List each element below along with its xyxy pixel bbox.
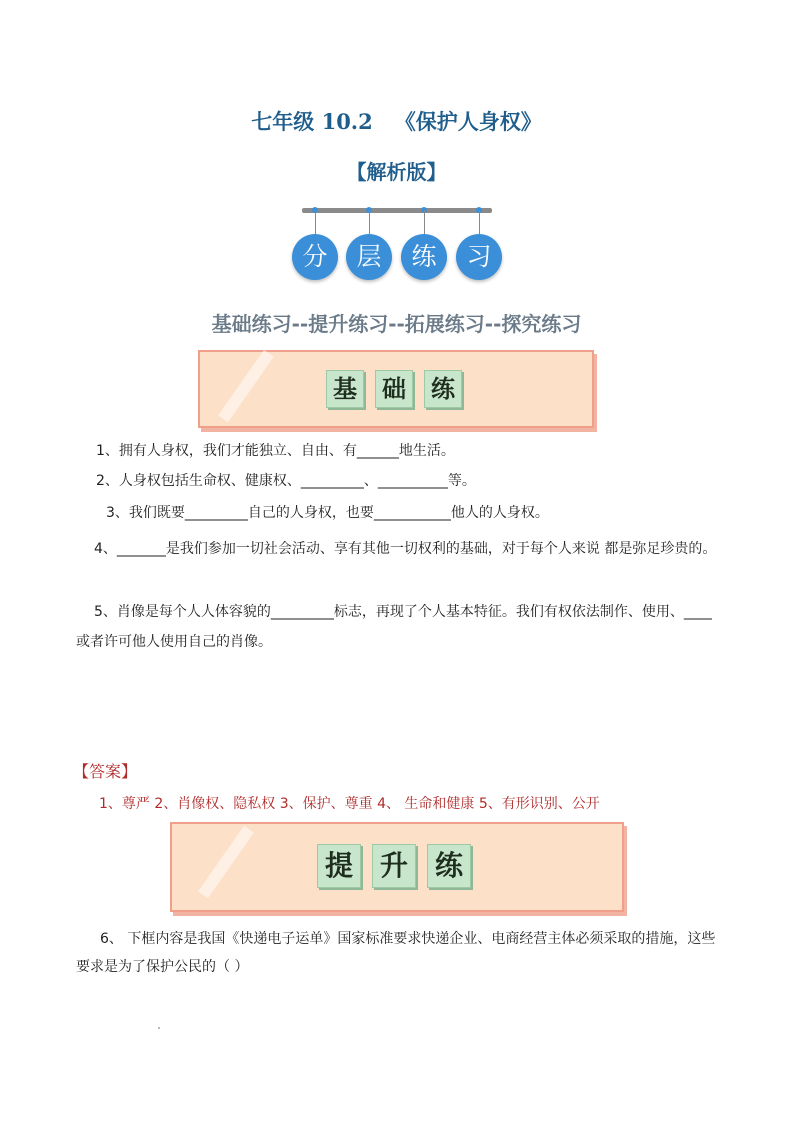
circle-char-xi: 习	[456, 234, 502, 280]
stray-mark	[158, 1027, 160, 1029]
banner-char: 础	[375, 370, 413, 408]
page-title	[0, 106, 793, 136]
answer-line: 1、尊严 2、肖像权、隐私权 3、保护、尊重 4、 生命和健康 5、有形识别、公开	[99, 796, 600, 812]
answer-heading: 【答案】	[73, 762, 138, 781]
hanging-string	[479, 210, 480, 234]
hanging-string	[315, 210, 316, 234]
banner-shine	[218, 350, 274, 422]
question-1: 1、拥有人身权，我们才能独立、自由、有______地生活。	[96, 443, 455, 459]
banner-char: 练	[427, 844, 471, 888]
banner-char: 练	[424, 370, 462, 408]
section-banner-basic	[198, 350, 594, 428]
section-banner-improve	[170, 822, 624, 912]
page-subtitle: 【解析版】	[346, 160, 447, 184]
banner-char: 基	[326, 370, 364, 408]
title-lesson: 《保护人身权》	[394, 109, 542, 134]
question-2: 2、人身权包括生命权、健康权、_________、__________等。	[96, 473, 476, 489]
banner-shine	[198, 826, 254, 898]
level-practice-graphic	[290, 204, 502, 284]
question-3: 3、我们既要_________自己的人身权，也要___________他人的人身权。	[106, 505, 549, 521]
circle-char-ceng: 层	[346, 234, 392, 280]
title-grade: 七年级 10.2	[251, 109, 373, 134]
hanging-string	[369, 210, 370, 234]
question-6: 6、 下框内容是我国《快递电子运单》国家标准要求快递企业、电商经营主体必须采取的措施，这些要求是为了保护公民的（ ）	[76, 931, 716, 975]
question-4: 4、_______是我们参加一切社会活动、享有其他一切权利的基础，对于每个人来说 都是弥足珍贵的。	[94, 541, 717, 557]
circle-char-lian: 练	[401, 234, 447, 280]
hanging-rail	[302, 208, 492, 213]
circle-char-fen: 分	[292, 234, 338, 280]
levels-line: 基础练习--提升练习--拓展练习--探究练习	[211, 312, 582, 336]
hanging-string	[424, 210, 425, 234]
banner-char: 提	[317, 844, 361, 888]
question-5: 5、肖像是每个人人体容貌的_________标志，再现了个人基本特征。我们有权依法制作、使用、____或者许可他人使用自己的肖像。	[76, 604, 712, 650]
banner-char: 升	[372, 844, 416, 888]
